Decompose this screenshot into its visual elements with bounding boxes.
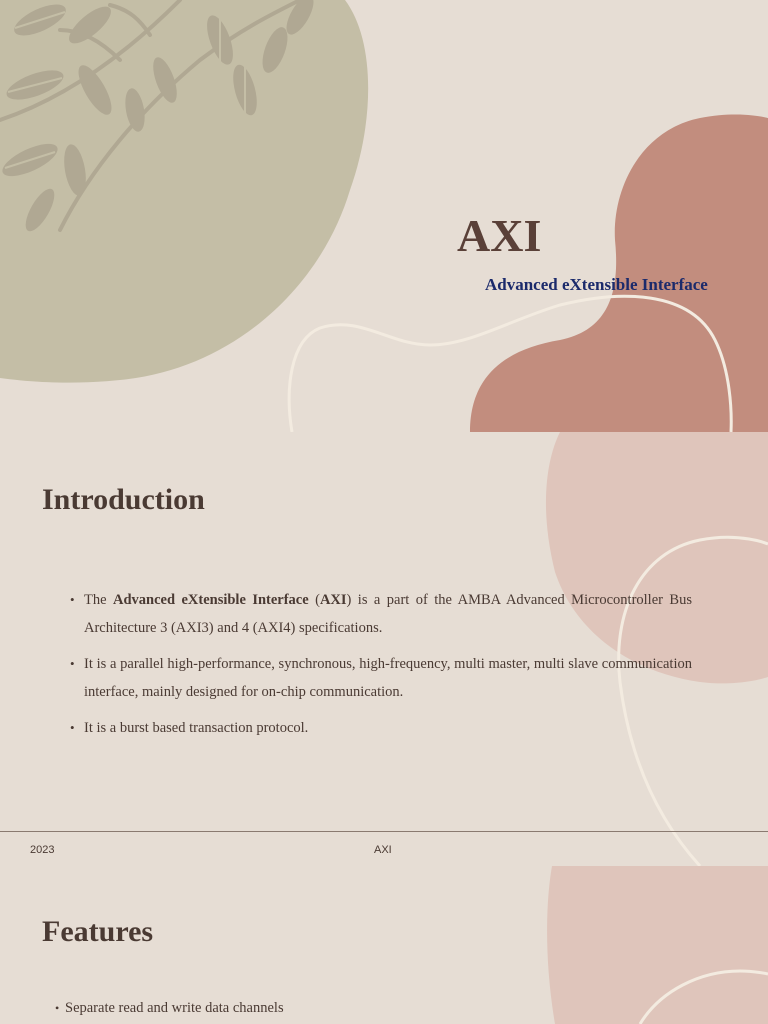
list-item: • It is a burst based transaction protocol. <box>70 714 692 742</box>
bullet-list <box>55 998 284 1018</box>
list-item: • It is a parallel high-performance, synchronous, high-frequency, multi master, multi slave communication interface, mainly designed for on-chip communication. <box>70 650 692 706</box>
bullet-text: ( <box>308 592 320 608</box>
footer-year: 2023 <box>30 844 55 856</box>
bold-term: AXI <box>319 592 347 608</box>
bullet-list <box>70 586 692 750</box>
section-heading: Features <box>42 915 154 948</box>
slide-subtitle: Advanced eXtensible Interface <box>485 275 708 294</box>
section-heading: Introduction <box>42 483 205 516</box>
terracotta-blob-shape <box>470 114 768 432</box>
footer-title: AXI <box>374 844 392 856</box>
bullet-text: The <box>84 592 113 608</box>
bold-term: Advanced eXtensible Interface <box>112 592 309 608</box>
slide-title: AXI <box>457 210 542 261</box>
pink-blob-shape <box>547 866 768 1024</box>
footer-divider <box>0 831 768 832</box>
title-slide <box>0 0 768 432</box>
sage-blob-shape <box>0 0 368 383</box>
bullet-text: ) is a part of the AMBA Advanced Microcontroller Bus Architecture 3 (AXI3) and 4 (AXI4) specifications. <box>84 592 692 636</box>
list-item: • Separate read and write data channels <box>55 998 284 1018</box>
list-item <box>70 586 692 642</box>
introduction-slide <box>0 432 768 866</box>
title-slide-background <box>0 0 768 432</box>
features-slide <box>0 866 768 1024</box>
